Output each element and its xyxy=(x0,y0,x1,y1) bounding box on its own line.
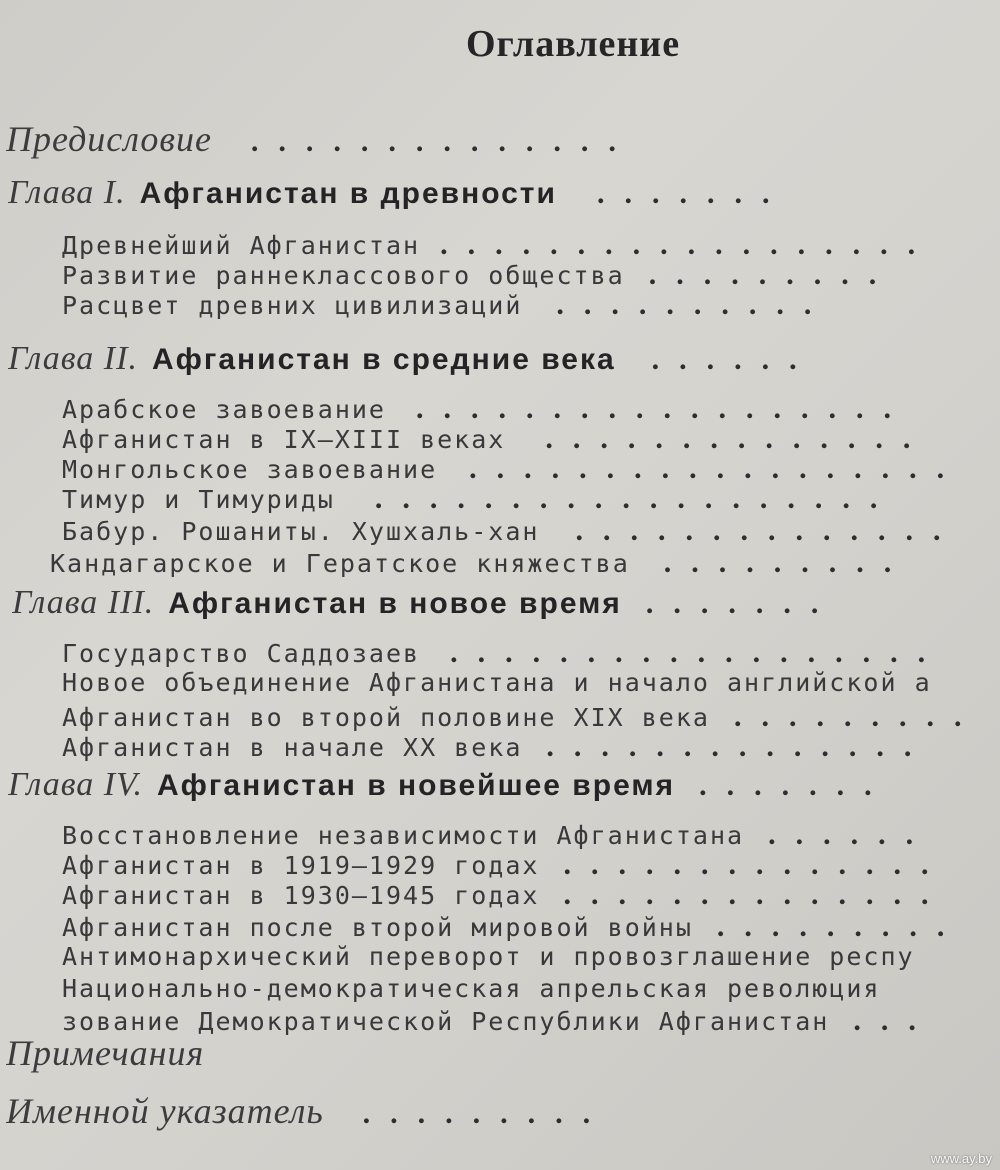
preface-label: Предисловие xyxy=(6,119,213,159)
toc-item: Кандагарское и Гератское княжества ......... xyxy=(50,546,912,579)
toc-item: Расцвет древних цивилизаций .......... xyxy=(62,288,832,321)
toc-item-label: Кандагарское и Гератское княжества xyxy=(50,549,630,578)
toc-item: Афганистан в начале XX века .............. xyxy=(62,730,932,763)
toc-item: Афганистан в 1919—1929 годах .............. xyxy=(62,848,949,881)
toc-item-label: Бабур. Рошаниты. Хушхаль-хан xyxy=(62,517,540,546)
chapter-4-title: Афганистан в новейшее время xyxy=(157,769,676,802)
toc-item-label: Национально-демократическая апрельская революция xyxy=(62,974,881,1003)
notes-label: Примечания xyxy=(6,1033,205,1073)
toc-item-label: Новое объединение Афганистана и начало английской а xyxy=(62,668,932,697)
toc-item-label: Расцвет древних цивилизаций xyxy=(62,291,523,320)
toc-item-label: Государство Саддозаев xyxy=(62,639,421,668)
toc-item-label: зование Демократической Республики Афганистан xyxy=(62,1007,830,1036)
toc-entry-preface: Предисловие .............. xyxy=(6,119,638,159)
index-label: Именной указатель xyxy=(6,1091,324,1131)
toc-chapter-4: Глава IV. Афганистан в новейшее время ....... xyxy=(8,766,892,803)
chapter-1-number: Глава I. xyxy=(8,174,126,211)
toc-item: Восстановление независимости Афганистана ...... xyxy=(62,818,934,851)
watermark-text: www.ay.by xyxy=(930,1151,992,1166)
chapter-2-title: Афганистан в средние века xyxy=(151,343,616,376)
toc-item-label: Тимур и Тимуриды xyxy=(62,485,335,514)
chapter-4-number: Глава IV. xyxy=(8,766,144,803)
toc-item-label: Древнейший Афганистан xyxy=(62,231,421,260)
toc-item-label: Афганистан во второй половине XIX века xyxy=(62,703,710,732)
toc-item: Афганистан в IX—XIII веках .............. xyxy=(62,422,931,455)
toc-item-label: Антимонархический переворот и провозглашение респу xyxy=(62,942,915,971)
toc-item-label: Монгольское завоевание xyxy=(62,455,438,484)
toc-item: Государство Саддозаев .................. xyxy=(62,636,946,669)
toc-entry-notes xyxy=(6,1032,1000,1074)
chapter-3-number: Глава III. xyxy=(12,584,155,621)
chapter-1-title: Афганистан в древности xyxy=(139,177,557,210)
toc-item: Афганистан во второй половине XIX века ......... xyxy=(62,700,982,733)
toc-item: Древнейший Афганистан .................. xyxy=(62,228,936,261)
toc-chapter-3: Глава III. Афганистан в новое время ....... xyxy=(12,584,839,621)
toc-item: Афганистан в 1930—1945 годах .............. xyxy=(62,878,949,911)
toc-item-label: Афганистан в IX—XIII веках xyxy=(62,425,506,454)
chapter-3-title: Афганистан в новое время xyxy=(168,587,622,620)
toc-item-label: Афганистан после второй мировой войны xyxy=(62,913,693,942)
toc-item-label: Афганистан в начале XX века xyxy=(62,733,523,762)
toc-chapter-1: Глава I. Афганистан в древности ....... xyxy=(8,174,790,211)
page-title: Оглавление xyxy=(466,23,681,65)
toc-entry-index: Именной указатель ......... xyxy=(6,1091,612,1131)
toc-item-label: Развитие раннеклассового общества xyxy=(62,261,625,290)
toc-item: Афганистан после второй мировой войны ......... xyxy=(62,910,965,943)
toc-item: Арабское завоевание .................. xyxy=(62,392,911,425)
toc-item: Бабур. Рошаниты. Хушхаль-хан .............. xyxy=(62,514,961,547)
toc-item xyxy=(62,974,1000,1003)
toc-item: зование Демократической Республики Афганистан ... xyxy=(62,1004,936,1037)
toc-item: Тимур и Тимуриды ................... xyxy=(62,482,898,515)
toc-item xyxy=(62,668,1000,697)
toc-chapter-2: Глава II. Афганистан в средние века ...... xyxy=(8,340,817,377)
toc-item-label: Афганистан в 1930—1945 годах xyxy=(62,881,540,910)
toc-item: Развитие раннеклассового общества ......... xyxy=(62,258,897,291)
toc-item xyxy=(62,942,1000,971)
toc-item-label: Восстановление независимости Афганистана xyxy=(62,821,745,850)
toc-item-label: Арабское завоевание xyxy=(62,395,386,424)
toc-item-label: Афганистан в 1919—1929 годах xyxy=(62,851,540,880)
toc-item: Монгольское завоевание .................. xyxy=(62,452,965,485)
chapter-2-number: Глава II. xyxy=(8,340,138,377)
